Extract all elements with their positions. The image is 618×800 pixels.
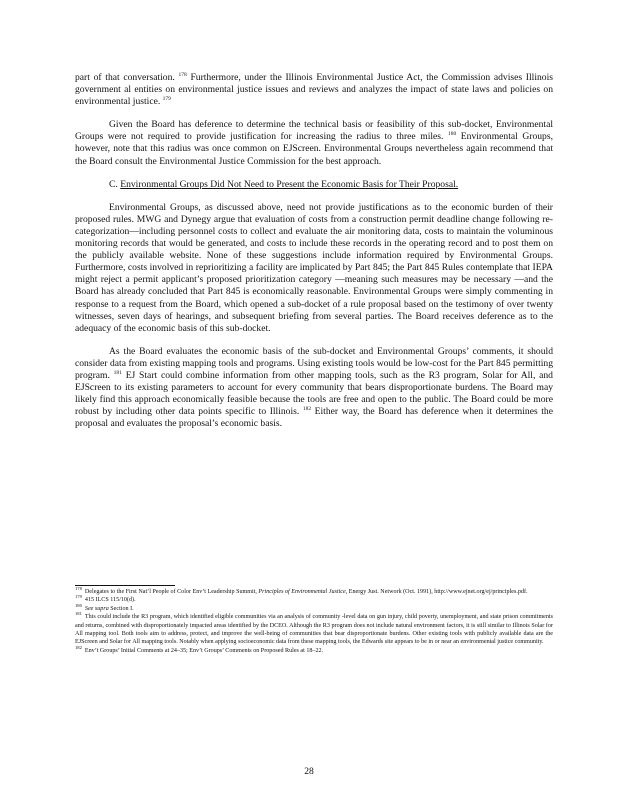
- document-body: [75, 72, 553, 430]
- section-title: Environmental Groups Did Not Need to Present the Economic Basis for Their Proposal.: [120, 178, 459, 190]
- section-heading: [75, 179, 553, 191]
- paragraph-1: part of that conversation. $^{178}$ Furthermore, under the Illinois Environmental Justice Act, the Commission advises Illinois government al entities on environmental justice issues and reviews and analyzes the impact of state laws and policies on environmental justice. $^{179}$: [75, 71, 553, 108]
- footnote-number: 182: [75, 644, 82, 650]
- footnote-number: 180: [75, 602, 82, 608]
- footnote-ref: 181: [113, 369, 122, 376]
- footnote-divider: [75, 585, 175, 586]
- footnote-ref: 178: [178, 71, 187, 78]
- paragraph-2: Given the Board has deference to determine the technical basis or feasibility of this sub-docket, Environmental Groups were not required to provide justification for increasing the radius to three miles. $^{180}$ Environmental Groups, however, note that this radius was once common on EJScreen. Environmental Groups nevertheless again recommend that the Board consult the Environmental Justice Commission for the best approach.: [75, 119, 553, 167]
- footnote-number: 178: [75, 585, 82, 591]
- footnote-ref: 179: [162, 96, 171, 102]
- footnote-178: $^{178}$Delegates to the First Nat’l People of Color Env’t Leadership Summit, Principles of Environmental Justice, Energy Just. Network (Oct. 1991), http://www.ejnet.org/ej/principles.pdf.: [75, 585, 528, 595]
- footnote-number: 179: [75, 594, 82, 600]
- page-number: 28: [304, 766, 314, 777]
- footnote-180: $^{180}$See supra Section I.: [75, 602, 134, 612]
- footnote-ref: 182: [302, 406, 312, 413]
- footnote-ref: 180: [447, 131, 457, 138]
- footnotes: [75, 585, 553, 655]
- footnote-182: $^{182}$Env’t Groups’ Initial Comments at 24–35; Env’t Groups’ Comments on Proposed Rules at 18–22.: [75, 644, 324, 654]
- paragraph-3: Environmental Groups, as discussed above, need not provide justifications as to the economic burden of their proposed rules. MWG and Dynegy argue that evaluation of costs from a construction permit deadline change following re-categorization—including personnel costs to collect and evaluate the air monitoring data, costs to maintain the voluminous monitoring records that would be generated, and costs to include these records in the operating record and to post them on the publicly available website. None of these suggestions include information required by Environmental Groups. Furthermore, costs involved in reprioritizing a facility are implicated by Part 845; the Part 845 Rules contemplate that IEPA might reject a permit applicant’s proposed prioritization category —meaning such measures may be necessary —and the Board has already concluded that Part 845 is economically reasonable. Environmental Groups were simply commenting in response to a request from the Board, which opened a sub-docket of a rule proposal based on the testimony of over twenty witnesses, seven days of hearings, and subsequent briefing from several parties. The Board receives deference as to the adequacy of the economic basis of this sub-docket.: [75, 201, 553, 334]
- italic-text: Principles of Environmental Justice: [258, 589, 346, 595]
- paragraph-4: As the Board evaluates the economic basis of the sub-docket and Environmental Groups’ comments, it should consider data from existing mapping tools and programs. Using existing tools would be low-cost for the Part 845 permitting program. $^{181}$ EJ Start could combine information from other mapping tools, such as the R3 program, Solar for All, and EJScreen to its existing parameters to account for every community that bears disproportionate burdens. The Board may likely find this approach economically feasible because the tools are free and open to the public. The Board could be more robust by including other data points specific to Illinois. $^{182}$ Either way, the Board has deference when it determines the proposal and evaluates the proposal’s economic basis.: [75, 345, 553, 430]
- italic-text: See supra: [84, 605, 109, 612]
- footnote-179: $^{179}$415 ILCS 115/10(d).: [75, 594, 136, 604]
- footnote-number: 181: [75, 611, 82, 617]
- section-letter: C.: [109, 178, 118, 190]
- footnote-181: $^{181}$This could include the R3 program, which identified eligible communities via an analysis of community -level data on gun injury, child poverty, unemployment, and state prison commitments and returns, combined with disproportionately impacted areas identified by the DCEO. Although the R3 program does not include natural environment factors, it is still similar to Illinois Solar for All mapping tool. Both tools aim to address, protect, and improve the well-being of communities that bear disproportionate burdens. Other existing tools with publicly available data are the EJScreen and Solar for All mapping tools. Notably when applying socioeconomic data from these mapping tools, the Edwards site appears to be in or near an environmental justice community.: [75, 611, 553, 646]
